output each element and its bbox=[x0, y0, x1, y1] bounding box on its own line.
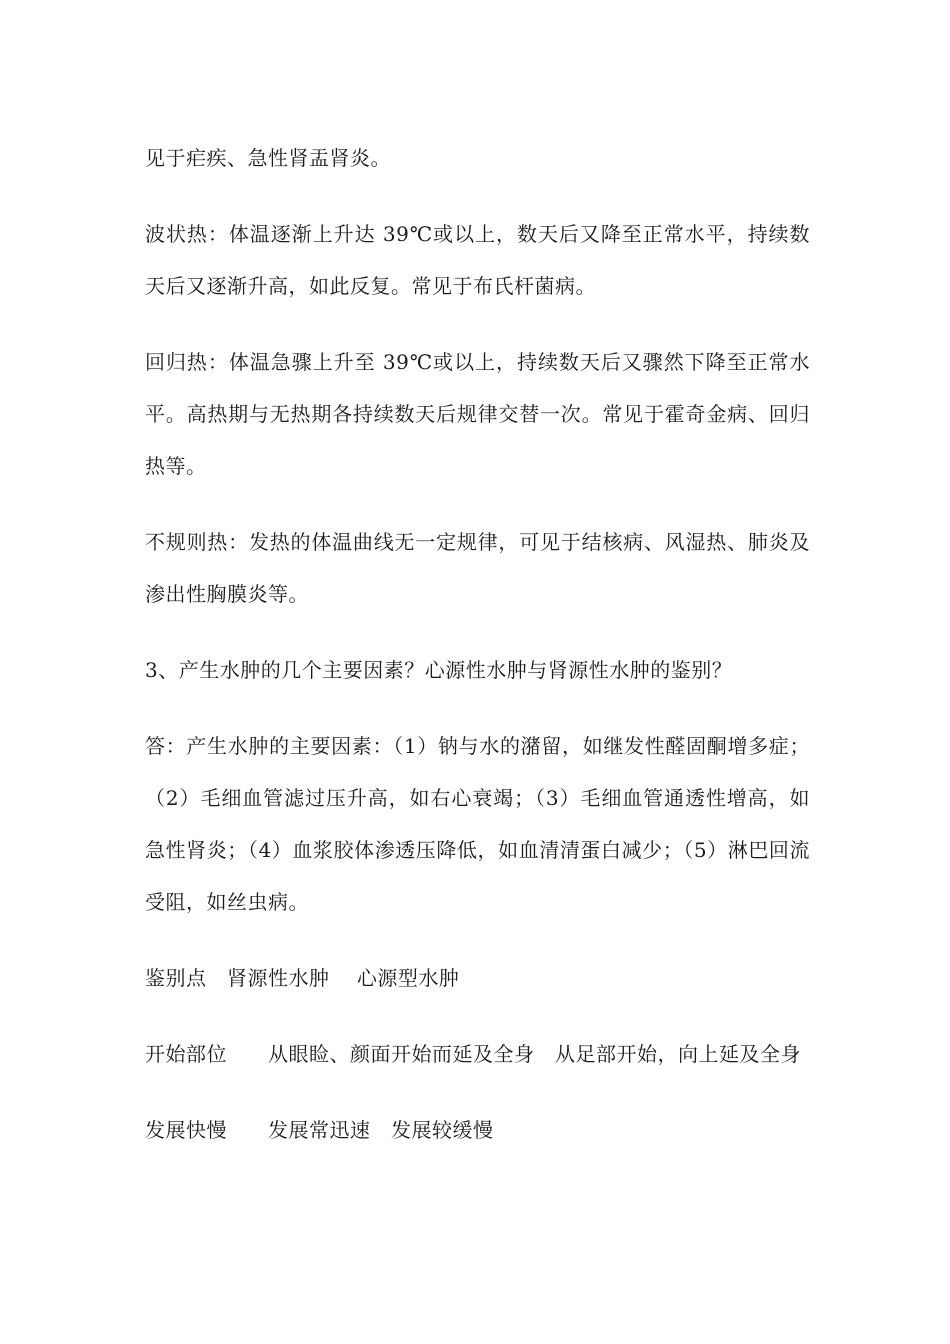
paragraph-undulant-fever: 波状热：体温逐渐上升达 39℃或以上，数天后又降至正常水平，持续数天后又逐渐升高，如此反复。常见于布氏杆菌病。 bbox=[145, 222, 810, 298]
paragraph-malaria-note: 见于疟疾、急性肾盂肾炎。 bbox=[145, 146, 391, 170]
document-body bbox=[145, 132, 810, 1180]
paragraph-progression-speed: 发展快慢 发展常迅速 发展较缓慢 bbox=[145, 1118, 494, 1142]
paragraph-onset-site: 开始部位 从眼睑、颜面开始而延及全身 从足部开始，向上延及全身 bbox=[145, 1042, 801, 1066]
paragraph-comparison-header: 鉴别点 肾源性水肿 心源型水肿 bbox=[145, 966, 460, 990]
paragraph-irregular-fever: 不规则热：发热的体温曲线无一定规律，可见于结核病、风湿热、肺炎及渗出性胸膜炎等。 bbox=[145, 530, 810, 606]
paragraph-question-edema: 3、产生水肿的几个主要因素？心源性水肿与肾源性水肿的鉴别？ bbox=[145, 658, 733, 682]
paragraph-answer-edema: 答：产生水肿的主要因素：（1）钠与水的潴留，如继发性醛固酮增多症；（2）毛细血管滤过压升高，如右心衰竭；（3）毛细血管通透性增高，如急性肾炎；（4）血浆胶体渗透压降低，如血清清蛋白减少；（5）淋巴回流受阻，如丝虫病。 bbox=[145, 734, 810, 914]
paragraph-relapsing-fever: 回归热：体温急骤上升至 39℃或以上，持续数天后又骤然下降至正常水平。高热期与无热期各持续数天后规律交替一次。常见于霍奇金病、回归热等。 bbox=[145, 350, 810, 478]
